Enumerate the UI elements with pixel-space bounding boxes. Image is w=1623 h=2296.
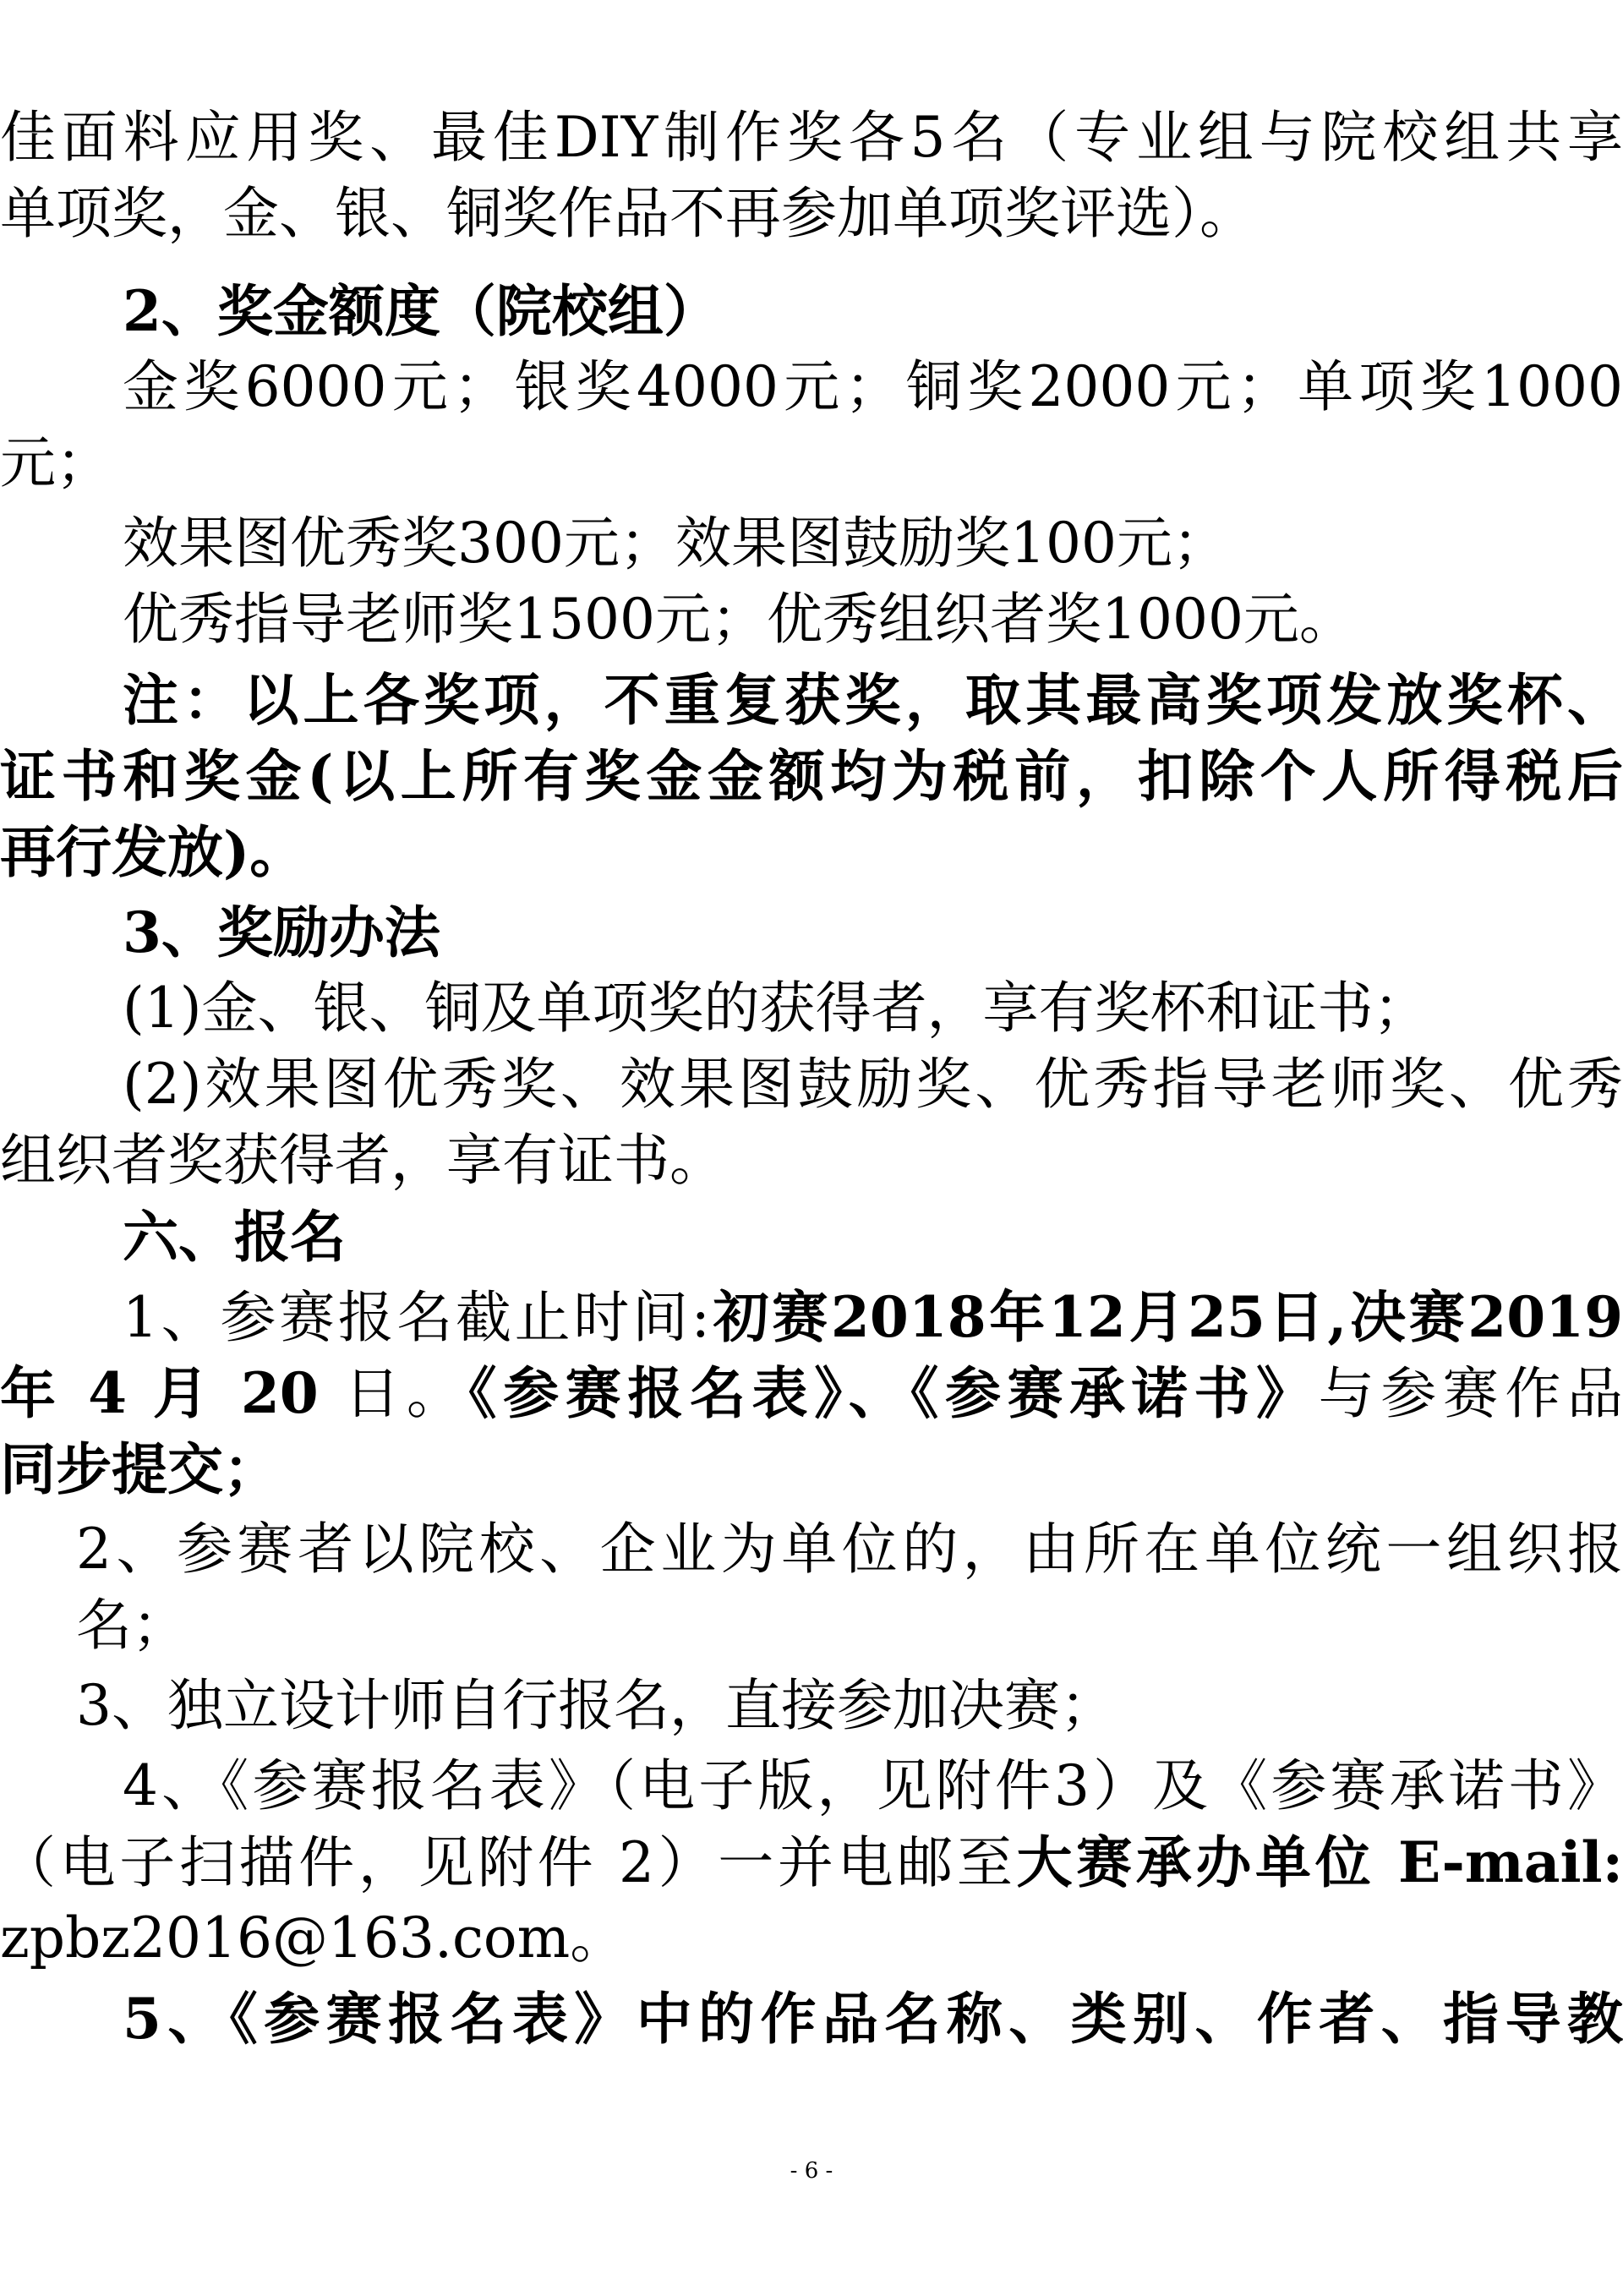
text-line-1: 佳面料应用奖、最佳DIY制作奖各5名（专业组与院校组共享 <box>0 105 1623 170</box>
section-heading-registration: 六、报名 <box>123 1204 346 1270</box>
text-line-prize-values-cont: 元； <box>0 430 112 495</box>
note-line-2: 证书和奖金(以上所有奖金金额均为税前，扣除个人所得税后 <box>0 743 1623 809</box>
registration-final-date: 年 4 月 20 <box>0 1360 345 1426</box>
registration-item-4: 4、《参赛报名表》（电子版，见附件3）及《参赛承诺书》 <box>123 1753 1623 1818</box>
registration-deadline-line <box>123 1279 1623 1355</box>
registration-item-2-cont: 名； <box>76 1593 188 1658</box>
page-number: - 6 - <box>790 2158 833 2184</box>
registration-email-intro: （电子扫描件，见附件 2）一并电邮至 <box>0 1830 1017 1895</box>
registration-date-suffix: 日。 <box>344 1361 469 1426</box>
registration-item-4-cont <box>0 1824 1623 1900</box>
registration-email-address: zpbz2016@163.com。 <box>0 1905 626 1971</box>
registration-forms: 《参赛报名表》、《参赛承诺书》 <box>468 1360 1319 1426</box>
registration-deadline-line-2 <box>0 1355 1623 1431</box>
text-line-teacher-awards: 优秀指导老师奖1500元；优秀组织者奖1000元。 <box>123 587 1355 652</box>
registration-submit-line: 同步提交； <box>0 1436 279 1502</box>
registration-deadline-label: 1、参赛报名截止时间: <box>123 1285 710 1350</box>
registration-email-label: 大赛承办单位 E-mail: <box>1016 1829 1623 1895</box>
reward-item-2: (2)效果图优秀奖、效果图鼓励奖、优秀指导老师奖、优秀 <box>123 1052 1623 1117</box>
section-heading-reward-method: 3、奖励办法 <box>123 899 440 965</box>
text-line-prize-values: 金奖6000元；银奖4000元；铜奖2000元；单项奖1000 <box>123 354 1623 419</box>
registration-item-2: 2、参赛者以院校、企业为单位的，由所在单位统一组织报 <box>76 1517 1623 1582</box>
note-line-3: 再行发放)。 <box>0 819 306 885</box>
text-line-2: 单项奖，金、银、铜奖作品不再参加单项奖评选）。 <box>0 181 1255 246</box>
reward-item-2-cont: 组织者奖获得者，享有证书。 <box>0 1128 725 1193</box>
registration-forms-suffix: 与参赛作品 <box>1318 1361 1623 1426</box>
reward-item-1: (1)金、银、铜及单项奖的获得者，享有奖杯和证书； <box>123 976 1429 1041</box>
registration-item-3: 3、独立设计师自行报名，直接参加决赛； <box>76 1673 1116 1738</box>
registration-item-5: 5、《参赛报名表》中的作品名称、类别、作者、指导教 <box>123 1986 1623 2052</box>
text-line-render-awards: 效果图优秀奖300元；效果图鼓励奖100元； <box>123 511 1228 576</box>
section-heading-prize-amount: 2、奖金额度（院校组） <box>123 278 719 344</box>
registration-deadline-dates: 初赛2018年12月25日,决赛2019 <box>709 1284 1623 1350</box>
note-line-1: 注：以上各奖项，不重复获奖，取其最高奖项发放奖杯、 <box>123 667 1623 733</box>
